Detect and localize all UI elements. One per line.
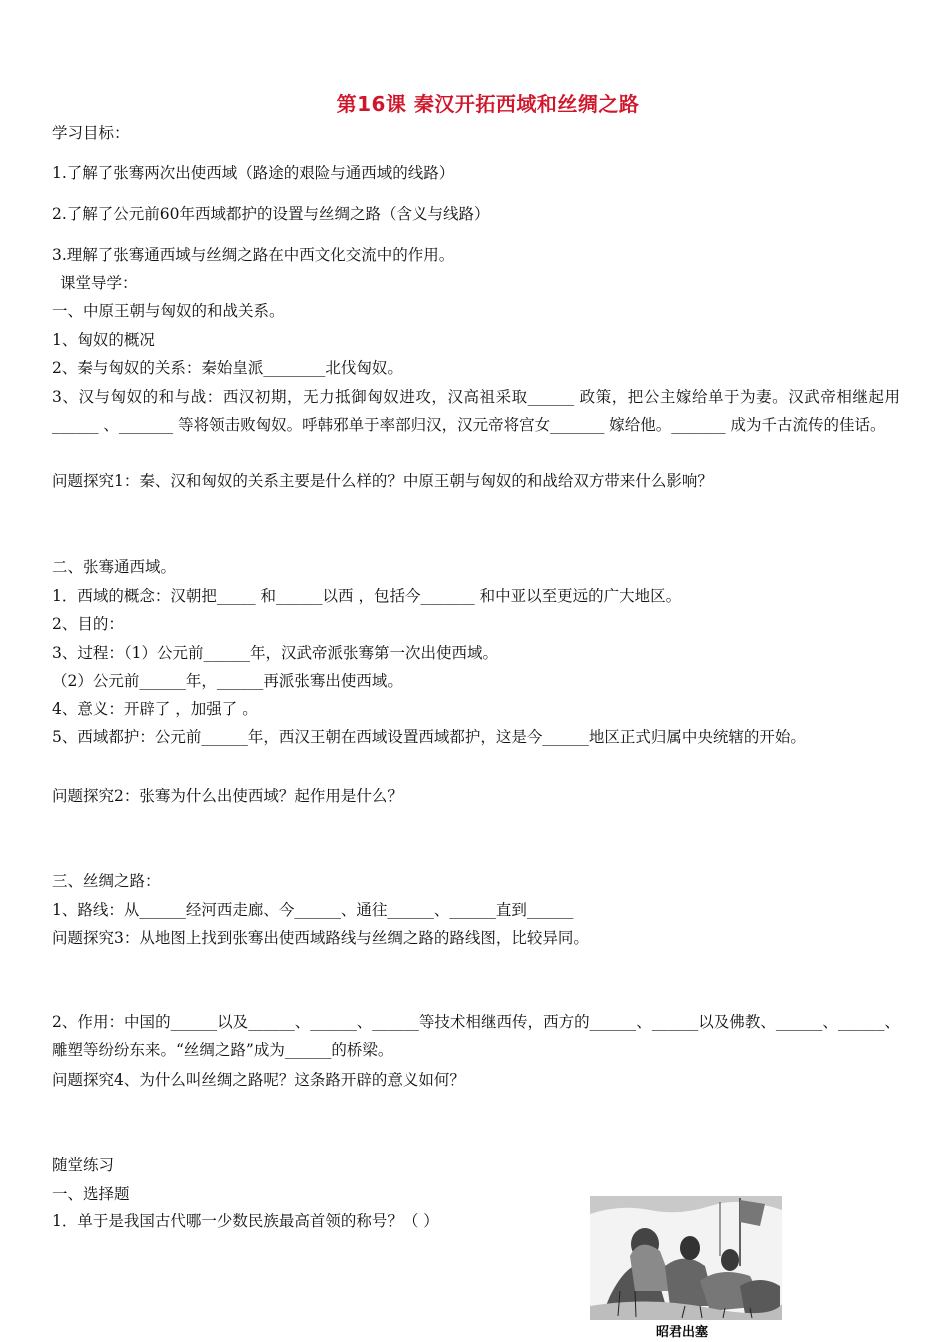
section2-line: 1．西域的概念：汉朝把_____ 和______以西 ，包括今_______ 和中亚以至更远的广大地区。 [52, 587, 682, 605]
section3-heading: 三、丝绸之路： [52, 872, 161, 890]
silk-road-effect: 2、作用：中国的______以及______、______、______等技术相继西传，西方的______、______以及佛教、______、______、雕塑等纷纷东来。“丝绸之路”成为______的桥梁。 [52, 1013, 900, 1059]
section2-heading: 二、张骞通西域。 [52, 558, 177, 576]
lesson-title: 第16课 秦汉开拓西域和丝绸之路 [336, 92, 640, 116]
question-2: 问题探究2：张骞为什么出使西域？起作用是什么？ [52, 787, 403, 805]
section2-line: 4、意义：开辟了 ，加强了 。 [52, 700, 258, 718]
objectives-heading: 学习目标： [52, 124, 130, 142]
illustration-caption: 昭君出塞 [656, 1325, 709, 1340]
section1-paragraph: 3、汉与匈奴的和与战：西汉初期，无力抵御匈奴进攻，汉高祖采取______ 政策，把公主嫁给单于为妻。汉武帝相继起用______ 、_______ 等将领击败匈奴。呼韩邪单于率部归汉，汉元帝将宫女_______ 嫁给他。_______ 成为千古流传的佳话。 [52, 388, 900, 434]
section1-line: 1、匈奴的概况 [52, 331, 155, 349]
section2-paragraph: 5、西域都护：公元前______年，西汉王朝在西域设置西域都护，这是今______地区正式归属中央统辖的开始。 [52, 728, 806, 746]
section1-heading: 一、中原王朝与匈奴的和战关系。 [52, 302, 285, 320]
guide-heading: 课堂导学： [60, 274, 138, 292]
question-3: 问题探究3：从地图上找到张骞出使西域路线与丝绸之路的路线图，比较异同。 [52, 929, 589, 947]
objective-item: 3.理解了张骞通西域与丝绸之路在中西文化交流中的作用。 [52, 246, 455, 264]
practice-heading: 随堂练习 [52, 1156, 115, 1174]
question-4: 问题探究4、为什么叫丝绸之路呢？这条路开辟的意义如何？ [52, 1071, 465, 1089]
question-1: 问题探究1：秦、汉和匈奴的关系主要是什么样的？中原王朝与匈奴的和战给双方带来什么影响？ [52, 472, 713, 490]
section2-line: （2）公元前______年，______再派张骞出使西域。 [52, 672, 403, 690]
objective-item: 1.了解了张骞两次出使西域（路途的艰险与通西域的线路） [52, 164, 455, 182]
zhaojun-illustration [590, 1196, 782, 1320]
objective-item: 2.了解了公元前60年西域都护的设置与丝绸之路（含义与线路） [52, 205, 490, 223]
section2-line: 2、目的： [52, 615, 124, 633]
silk-road-route: 1、路线：从______经河西走廊、今______、通往______、______直到______ [52, 901, 574, 919]
practice-question-1: 1．单于是我国古代哪一少数民族最高首领的称号？（ ） [52, 1212, 439, 1230]
practice-subheading: 一、选择题 [52, 1185, 130, 1203]
section1-line: 2、秦与匈奴的关系：秦始皇派________北伐匈奴。 [52, 359, 403, 377]
section2-line: 3、过程：（1）公元前______年，汉武帝派张骞第一次出使西域。 [52, 644, 498, 662]
